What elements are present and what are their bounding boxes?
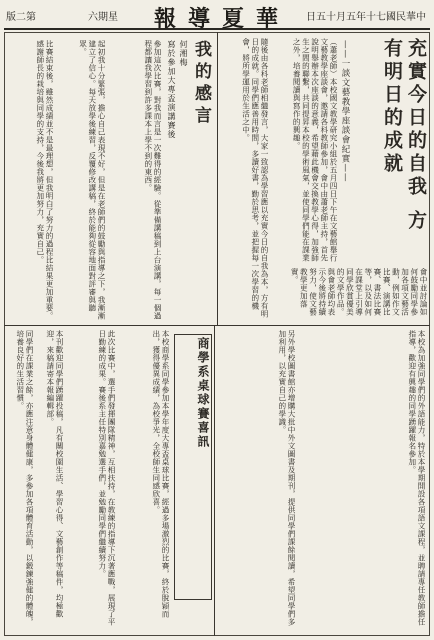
achievement-paragraph <box>270 268 428 323</box>
achievement-subhead: ——一談文藝教學座談會紀實—— <box>340 40 350 183</box>
edition-label: 版二第 <box>6 12 36 23</box>
lower-column-divider <box>214 326 215 636</box>
essay-author: 何湘梅 <box>179 40 188 67</box>
sports-headline: 商學系桌球賽喜訊 <box>174 334 212 600</box>
lower-left-paragraph <box>36 330 64 630</box>
weekday-label: 六期星 <box>88 12 118 23</box>
essay-subhead: 寫於參加大專盃演講賽後 <box>167 40 176 139</box>
middle-divider <box>4 325 430 326</box>
masthead <box>4 2 430 30</box>
essay-paragraph-3: 比賽結束後，雖然成績並不是最理想，但我明白了努力的過程比結果更加重要。感謝師長的栽培與同學的支持，今後我將更加努力，充實自己。 <box>35 40 54 320</box>
sports-paragraph-1: 本校商學系同學參加本學年度大專盃桌球比賽，經過多場激烈的比賽，終於脫穎而出，獲得優異成績，為校爭光，全校師生同感欣喜。 <box>151 330 170 618</box>
upper-column-divider <box>217 32 218 325</box>
achievement-paragraph-1: （蕭老師）本校國文教學研究小組於五月四日下午在文藝館舉行文藝教學座談會，邀請各科教師參加，會中由蕭老師主持，首先說明舉辦本次座談的意義，希望藉此機會交換教學心得，加強師生之間的聯繫，共同提昇本校的學術風氣，並使同學們能在課業之外，培養閱讀與寫作的興趣。 <box>292 38 338 262</box>
achievement-paragraph <box>221 38 269 324</box>
lower-left-paragraph-2: 同學們在課業之餘，亦應注意身體健康，多參加各項體育活動，以鍛鍊強健的體魄，培養良好的生活習慣。 <box>15 330 34 626</box>
newspaper-title: 報導夏華 <box>154 6 291 32</box>
lower-right-paragraph-1: 本校為加強同學們的外語能力，特於本學期開設各項語文課程，並聘請專任教師擔任指導，歡迎有興趣的同學踴躍報名參加。 <box>407 330 426 626</box>
sports-paragraph <box>66 330 116 630</box>
achievement-paragraph <box>270 38 338 268</box>
achievement-paragraph-3: 會中並討論如何鼓勵同學參加各項文藝活動，例如作文比賽、演講比賽、書法比賽等，以及如何在課堂上引導同學欣賞優美的文學作品。與會老師均表示今後將持續努力，使文藝教學更加落實。 <box>290 268 428 316</box>
essay-paragraph <box>56 40 106 324</box>
issue-date: 日五十月五年十七國民華中 <box>306 12 426 23</box>
lower-left-paragraph <box>8 330 34 630</box>
achievement-paragraph-2: 隨後由各科老師相繼發言，大家一致認為學習應以充實今日的自我為本，方有明日的成就。同學們應善用時間，多讀好書，勤於思考，並把握每一次學習的機會，將所學運用於生活之中。 <box>241 38 269 318</box>
achievement-headline: 充實今日的自我 方有明日的成就 <box>381 38 427 233</box>
essay-paragraph <box>8 40 54 324</box>
essay-headline: 我的感言 <box>191 40 211 128</box>
essay-paragraph-2: 起初我十分緊張，擔心自己表現不好，但是在老師們的鼓勵與指導之下，我漸漸建立了信心。每天放學後練習，反覆修改講稿，終於能夠從容地面對評審與聽眾。 <box>78 40 106 320</box>
lower-left-paragraph-1: 本刊歡迎同學們踴躍投稿，凡有關校園生活、學習心得、文藝創作等稿件，均極歡迎，來稿請寄本報編輯部。 <box>45 330 64 618</box>
lower-right-paragraph <box>300 330 426 630</box>
sports-paragraph <box>118 330 170 630</box>
essay-paragraph <box>108 40 162 324</box>
sports-paragraph-2: 此次比賽中，選手們發揮團隊精神，互相扶持，在教練的指導下沉著應戰，展現了平日勤練的成果。賽後系主任特別嘉勉選手們，並勉勵同學們繼續努力。 <box>97 330 116 626</box>
lower-right-paragraph <box>220 330 296 630</box>
lower-right-paragraph-2: 另外學校圖書館亦增購大批中外文圖書及期刊，提供同學們課餘閱讀，希望同學們多加利用，以充實自己的學識。 <box>277 330 296 626</box>
essay-paragraph-1: 參加這次比賽，對我而言是一次難得的經驗。從準備講稿到上台演講，每一個過程都讓我學習到許多課本上學不到的東西。 <box>143 40 162 320</box>
